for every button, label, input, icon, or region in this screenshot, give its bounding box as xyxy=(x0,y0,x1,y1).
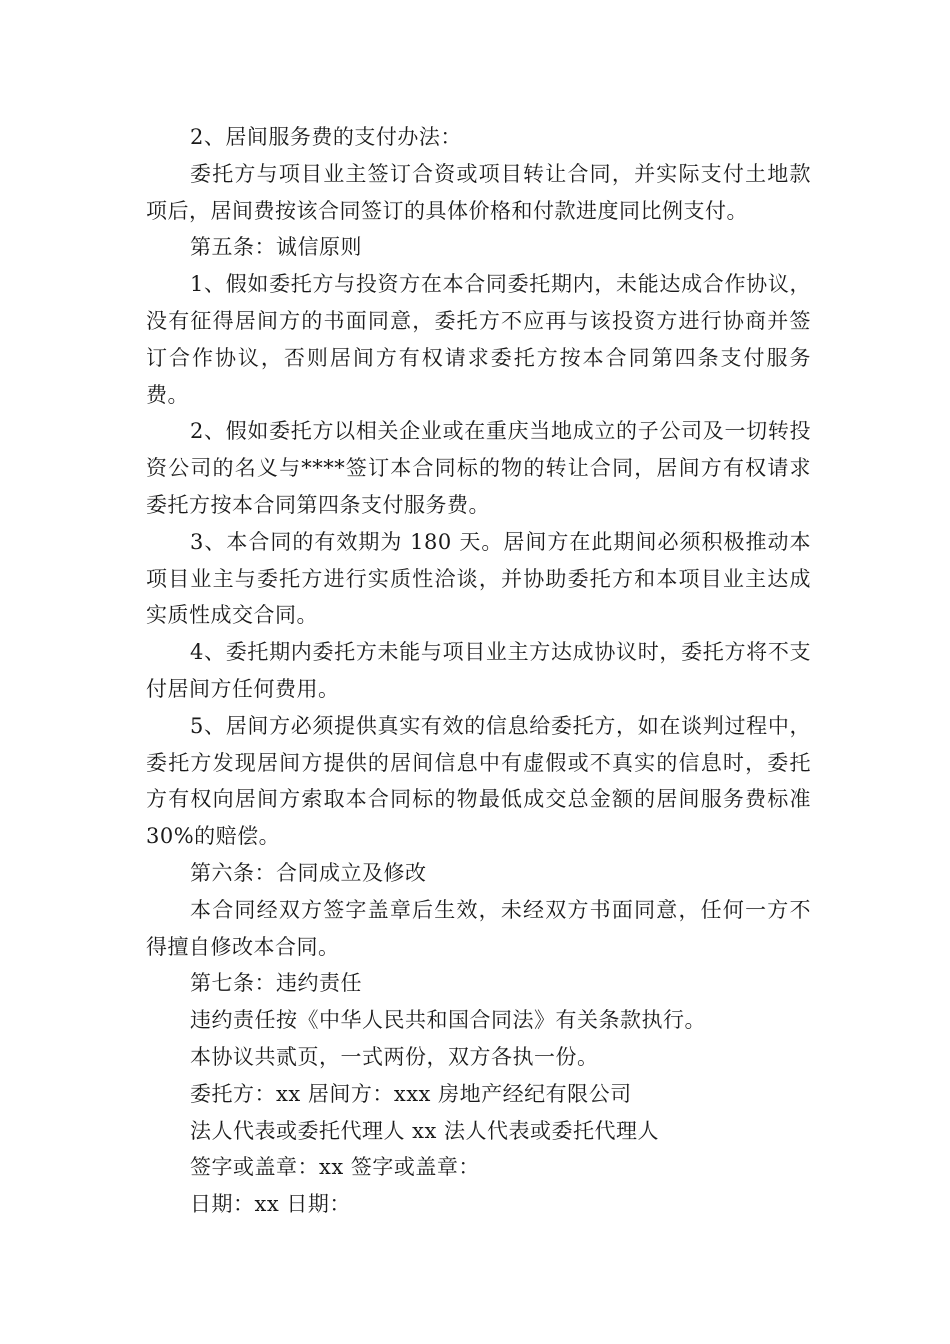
paragraph-copies: 本协议共贰页，一式两份，双方各执一份。 xyxy=(190,1044,599,1069)
paragraph-article-7: 违约责任按《中华人民共和国合同法》有关条款执行。 xyxy=(190,1008,706,1033)
signature-representatives: 法人代表或委托代理人 xx 法人代表或委托代理人 xyxy=(190,1118,660,1143)
paragraph-article-5-clause-5: 5、居间方必须提供真实有效的信息给委托方，如在谈判过程中，委托方发现居间方提供的居间信息中有虚假或不真实的信息时，委托方有权向居间方索取本合同标的物最低成交总金额的居间服务费标准 30%的赔偿。 xyxy=(146,713,811,849)
paragraph-article-5-clause-3: 3、本合同的有效期为 180 天。居间方在此期间必须积极推动本项目业主与委托方进行实质性洽谈，并协助委托方和本项目业主达成实质性成交合同。 xyxy=(146,529,811,628)
paragraph-article-5-clause-2: 2、假如委托方以相关企业或在重庆当地成立的子公司及一切转投资公司的名义与****签订本合同标的物的转让合同，居间方有权请求委托方按本合同第四条支付服务费。 xyxy=(146,419,811,517)
section-heading-article-7: 第七条：违约责任 xyxy=(190,971,362,996)
paragraph-article-6: 本合同经双方签字盖章后生效，未经双方书面同意，任何一方不得擅自修改本合同。 xyxy=(146,897,811,959)
document-body xyxy=(146,119,811,1223)
paragraph-article-5-clause-4: 4、委托期内委托方未能与项目业主方达成协议时，委托方将不支付居间方任何费用。 xyxy=(146,640,811,701)
section-heading-article-5: 第五条：诚信原则 xyxy=(190,235,362,260)
paragraph-payment-method: 委托方与项目业主签订合资或项目转让合同，并实际支付土地款项后，居间费按该合同签订的具体价格和付款进度同比例支付。 xyxy=(146,161,811,223)
paragraph-article-5-clause-1: 1、假如委托方与投资方在本合同委托期内，未能达成合作协议，没有征得居间方的书面同意，委托方不应再与该投资方进行协商并签订合作协议，否则居间方有权请求委托方按本合同第四条支付服务费。 xyxy=(146,272,811,407)
signature-dates: 日期：xx 日期： xyxy=(190,1192,351,1217)
signature-seals: 签字或盖章：xx 签字或盖章： xyxy=(190,1155,480,1180)
paragraph-payment-method-heading: 2、居间服务费的支付办法： xyxy=(190,125,462,149)
signature-parties: 委托方：xx 居间方：xxx 房地产经纪有限公司 xyxy=(190,1081,632,1106)
section-heading-article-6: 第六条：合同成立及修改 xyxy=(190,860,427,885)
